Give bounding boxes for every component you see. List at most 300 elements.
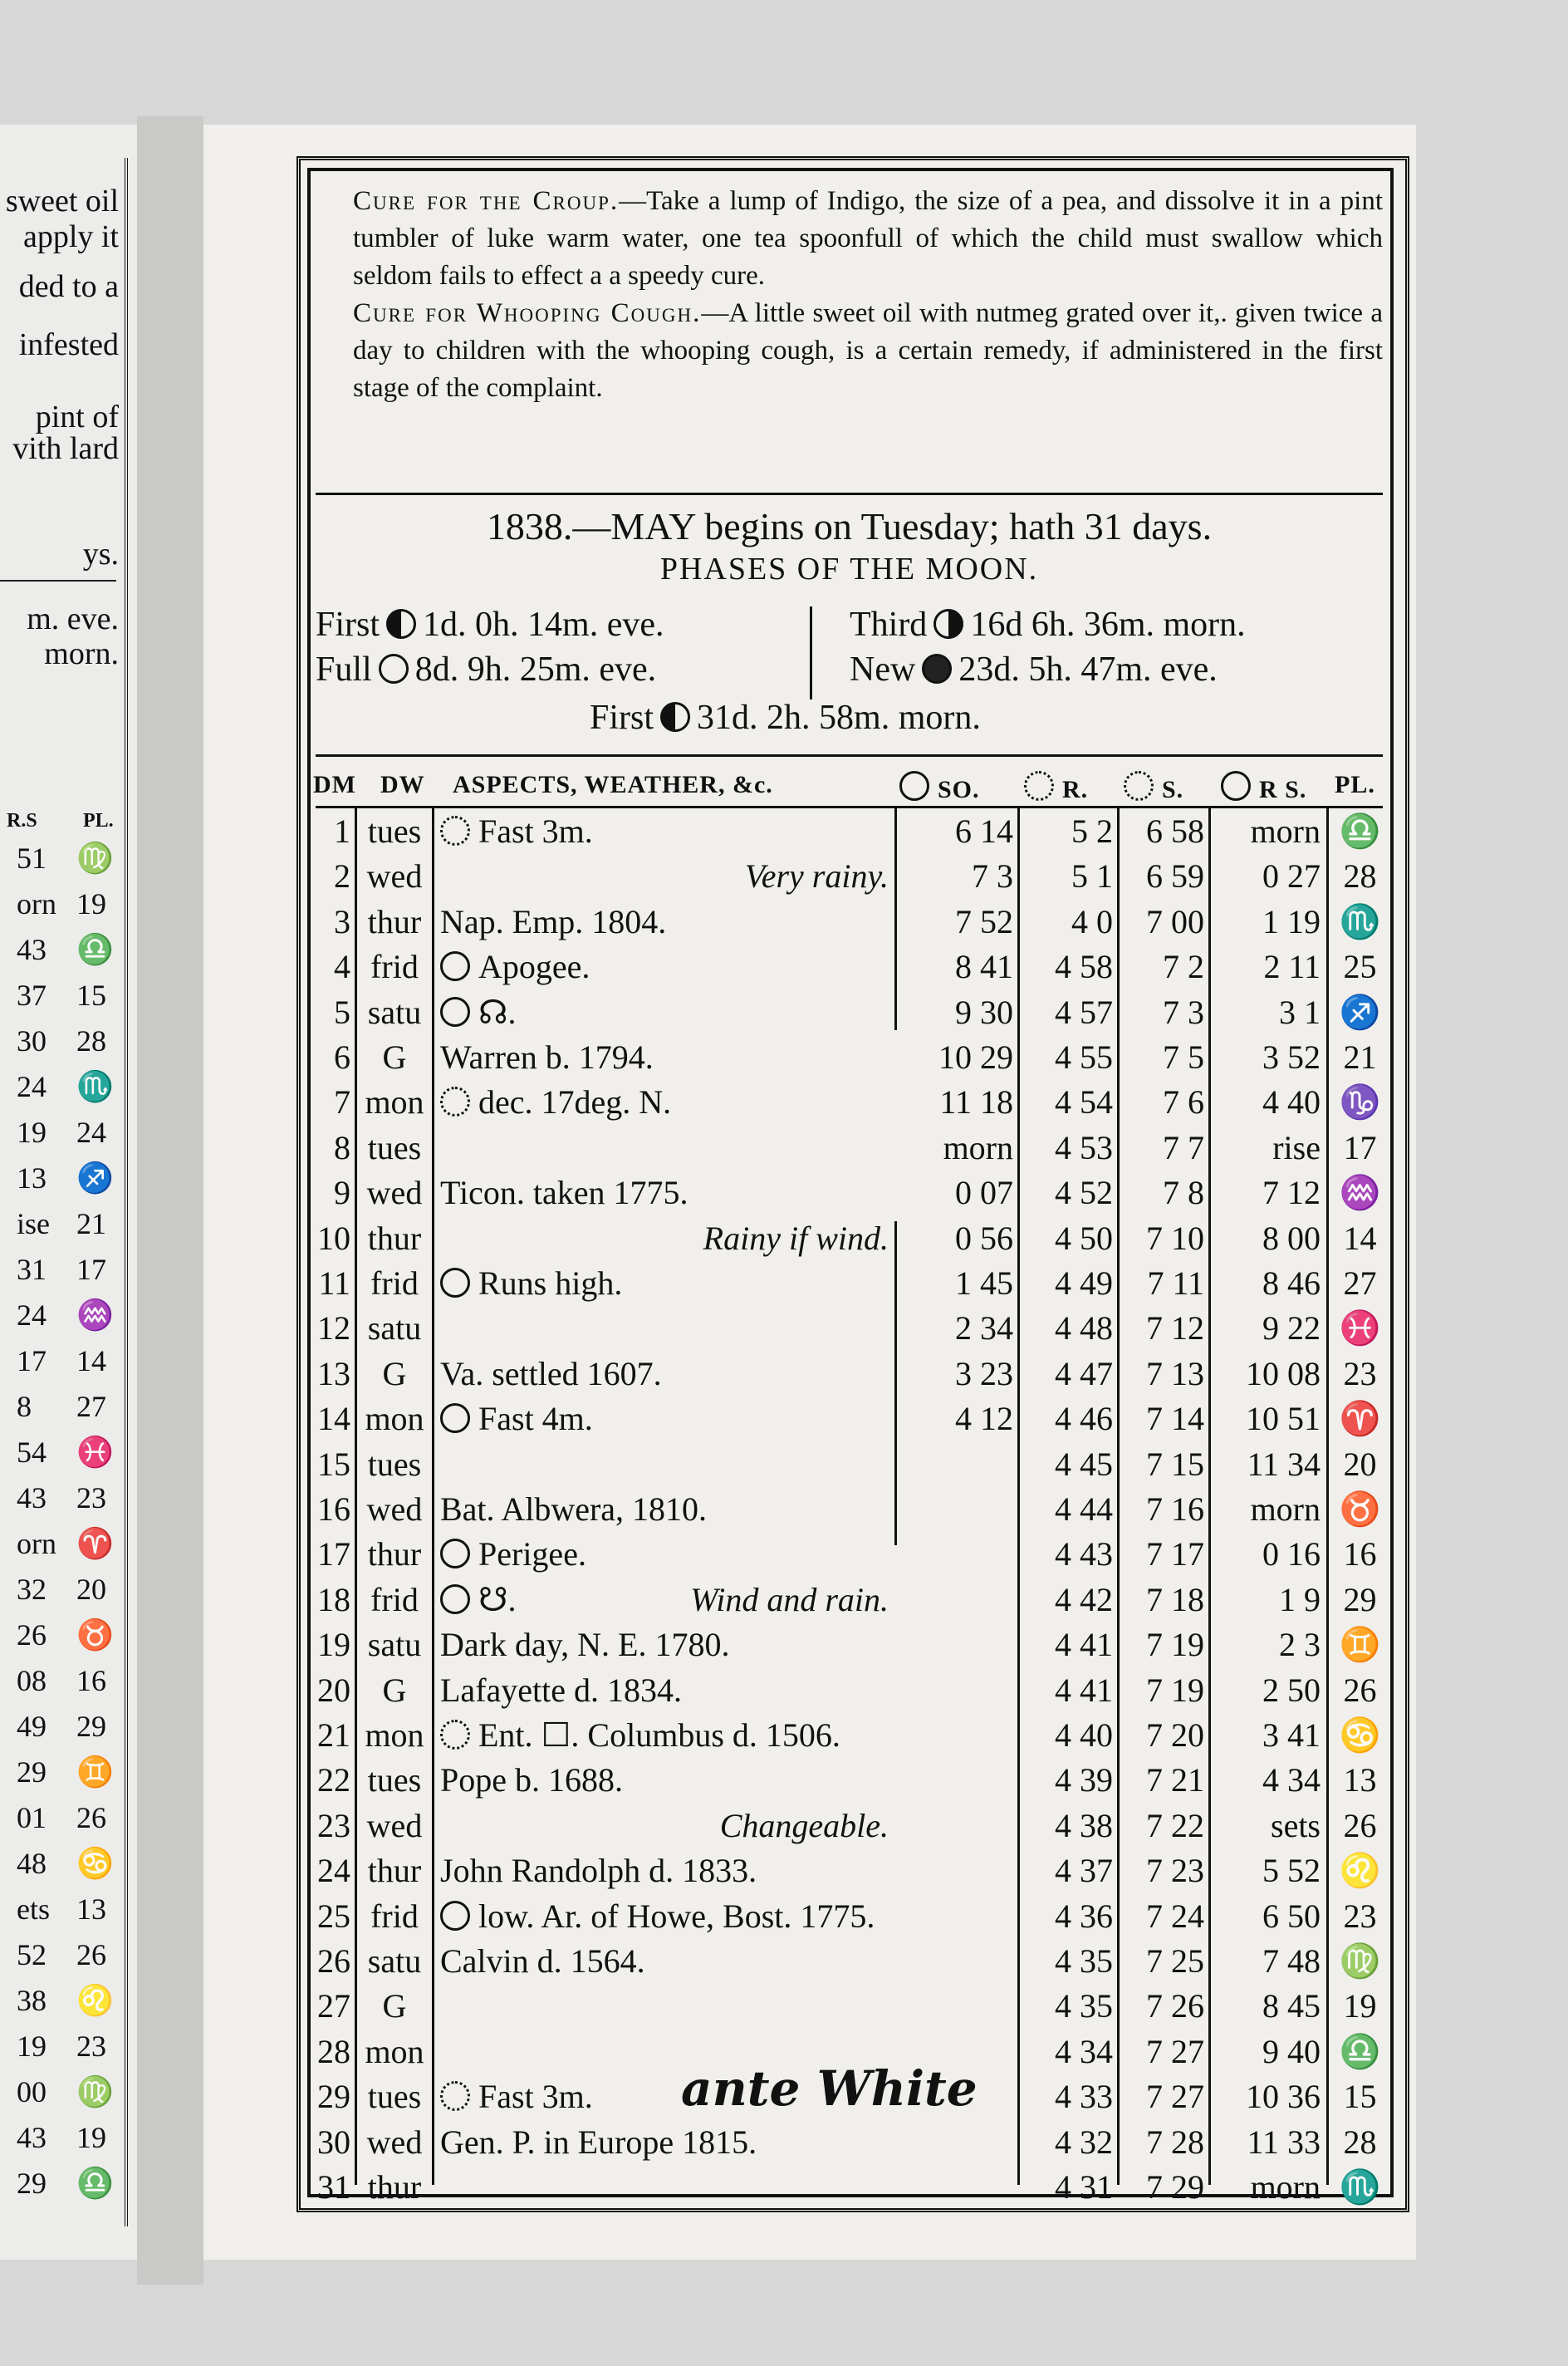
moon-rise-set: rise	[1272, 1128, 1321, 1166]
day-row	[203, 1215, 1416, 1260]
previous-page-cell: 54	[17, 1436, 47, 1469]
moon-place: ♋	[1339, 1716, 1381, 1754]
sunrise: 4 53	[1055, 1128, 1113, 1166]
previous-page-cell: 29	[17, 1755, 47, 1789]
moon-south: 1 45	[955, 1264, 1013, 1302]
day-of-week: tues	[367, 1445, 422, 1483]
aspect-cell	[440, 1399, 593, 1438]
day-of-week: frid	[370, 948, 419, 986]
moon-place: ♍	[1339, 1942, 1381, 1980]
col-header-sun-rise: R.	[1024, 771, 1088, 804]
previous-page-cell: 8	[17, 1390, 32, 1423]
moon-rise-set: 4 40	[1262, 1083, 1321, 1122]
aspect-cell	[440, 1082, 671, 1122]
day-of-week: tues	[367, 812, 422, 850]
aspect-cell	[440, 1173, 688, 1212]
aspect-cell	[440, 902, 666, 941]
previous-page-cell: 21	[76, 1207, 106, 1240]
moon-place: 26	[1343, 1671, 1377, 1709]
moon-place: ♑	[1339, 1083, 1381, 1122]
day-row	[203, 1305, 1416, 1350]
moon-rise-set: 7 12	[1262, 1174, 1321, 1212]
previous-page-cell: 29	[17, 2167, 47, 2200]
moon-icon	[440, 1403, 470, 1433]
previous-page-cell: ♓	[76, 1436, 114, 1469]
day-of-month: 2	[334, 857, 350, 896]
moon-rise-set: 2 11	[1263, 948, 1321, 986]
previous-page-cell: 24	[17, 1070, 47, 1103]
sunset: 7 13	[1146, 1354, 1204, 1392]
previous-page-cell: 13	[17, 1161, 47, 1195]
aspect-text: Pope b. 1688.	[440, 1761, 623, 1799]
previous-page-cell: 26	[76, 1938, 106, 1971]
day-of-month: 21	[317, 1716, 350, 1754]
moon-rise-set: morn	[1250, 1490, 1321, 1528]
sunset: 7 15	[1146, 1445, 1204, 1483]
day-row	[203, 1351, 1416, 1396]
moon-place: 16	[1343, 1535, 1377, 1573]
weather-note: Very rainy.	[744, 857, 889, 896]
day-of-month: 3	[334, 902, 350, 940]
previous-page-cell: 48	[17, 1847, 47, 1880]
previous-page-cell: 31	[17, 1253, 47, 1286]
day-of-week: mon	[365, 1716, 424, 1754]
moon-place: 27	[1343, 1264, 1377, 1302]
cough-title: Cure for Whooping Cough.	[353, 298, 702, 328]
aspect-text: Nap. Emp. 1804.	[440, 902, 667, 940]
aspect-text: Apogee.	[478, 948, 590, 986]
day-of-week: thur	[367, 1535, 422, 1573]
full-moon-icon	[379, 654, 409, 684]
day-of-month: 13	[317, 1354, 350, 1392]
day-row	[203, 1757, 1416, 1802]
moon-south: 11 18	[939, 1083, 1013, 1122]
aspect-cell	[440, 947, 590, 986]
previous-page-cell: 43	[17, 2121, 47, 2154]
day-of-week: thur	[367, 1219, 422, 1257]
aspect-cell	[440, 1038, 654, 1077]
sunrise: 4 31	[1055, 2168, 1113, 2206]
sunrise: 4 35	[1055, 1942, 1113, 1980]
moon-south: morn	[943, 1128, 1013, 1166]
day-of-month: 16	[317, 1490, 350, 1528]
day-of-week: frid	[370, 1580, 419, 1618]
cough-text: —A little sweet oil with nutmeg grated over it,. given twice a day to children with the whooping cough, is a certain remedy, if administered in the first stage of the complaint.	[353, 298, 1383, 403]
aspect-cell	[440, 1941, 645, 1981]
previous-page-cell: ♏	[76, 1070, 114, 1103]
day-of-month: 5	[334, 993, 350, 1031]
first-quarter-moon-icon	[386, 609, 416, 639]
col-header-moon-rs: R S.	[1221, 771, 1306, 804]
moon-place: 21	[1343, 1038, 1377, 1076]
sunset: 7 11	[1147, 1264, 1204, 1302]
aspect-cell	[440, 1897, 875, 1936]
aspect-cell	[440, 1716, 840, 1755]
sun-icon	[440, 2081, 470, 2111]
moon-place: ♊	[1339, 1626, 1381, 1664]
aspect-cell	[440, 1534, 586, 1573]
croup-text: —Take a lump of Indigo, the size of a pea, and dissolve it in a pint tumbler of luke warm water, one tea spoonfull of which the child must swallow which seldom fails to effect a a speedy cure.	[353, 186, 1383, 291]
moon-south: 6 14	[955, 812, 1013, 850]
sunset: 7 16	[1146, 1490, 1204, 1528]
table-top-rule	[316, 754, 1383, 757]
sunrise: 4 32	[1055, 2123, 1113, 2161]
almanac-page-may-1838	[203, 125, 1416, 2260]
croup-remedy	[316, 183, 1383, 295]
aspect-cell	[440, 2077, 593, 2116]
sun-icon	[440, 1720, 470, 1750]
moon-south: 8 41	[955, 948, 1013, 986]
phases-heading: PHASES OF THE MOON.	[659, 552, 1039, 587]
previous-page-cell: 00	[17, 2075, 47, 2108]
moon-south: 7 3	[972, 857, 1013, 896]
aspect-text: Gen. P. in Europe 1815.	[440, 2123, 757, 2161]
previous-page-cell: 17	[76, 1253, 106, 1286]
sunset: 7 24	[1146, 1897, 1204, 1935]
moon-place: 23	[1343, 1897, 1377, 1935]
day-row	[203, 1486, 1416, 1531]
aspect-text: Ticon. taken 1775.	[440, 1174, 688, 1212]
day-of-week: tues	[367, 1761, 422, 1799]
moon-rise-set: morn	[1250, 812, 1321, 850]
previous-page-cell: 24	[76, 1116, 106, 1149]
sun-rise-icon	[1024, 771, 1054, 801]
previous-page-cell: 27	[76, 1390, 106, 1423]
day-of-month: 29	[317, 2078, 350, 2116]
day-of-week: frid	[370, 1897, 419, 1935]
previous-page-cell: ♍	[76, 842, 114, 875]
sunset: 7 27	[1146, 2078, 1204, 2116]
moon-rise-set: 6 50	[1262, 1897, 1321, 1935]
sunrise: 4 40	[1055, 1716, 1113, 1754]
previous-page-text: pint of	[35, 400, 119, 434]
croup-title: Cure for the Croup.	[353, 186, 620, 216]
moon-south: 7 52	[955, 902, 1013, 940]
moon-rise-set-icon	[1221, 771, 1251, 801]
phase-first-label: First	[316, 606, 380, 644]
moon-place: 19	[1343, 1987, 1377, 2025]
day-of-month: 14	[317, 1400, 350, 1438]
previous-page-cell: 23	[76, 2030, 106, 2063]
aspect-cell	[440, 2123, 757, 2162]
aspect-text: Fast 3m.	[478, 2078, 593, 2116]
day-of-month: 15	[317, 1445, 350, 1483]
moon-south: 0 56	[955, 1219, 1013, 1257]
moon-place: 29	[1343, 1580, 1377, 1618]
aspect-cell	[440, 1760, 623, 1799]
previous-page-cell: 13	[76, 1892, 106, 1926]
previous-page-cell: ♐	[76, 1161, 114, 1195]
aspect-text: Fast 3m.	[478, 812, 593, 850]
previous-page-cell: ♌	[76, 1984, 114, 2017]
col-header-dw: DW	[380, 771, 425, 798]
sunset: 7 12	[1146, 1309, 1204, 1347]
day-of-week: G	[382, 1354, 407, 1392]
sunrise: 4 33	[1055, 2078, 1113, 2116]
previous-page-cell: ♎	[76, 2167, 114, 2200]
aspect-cell	[440, 1671, 682, 1710]
previous-page-cell: ets	[17, 1892, 50, 1926]
phase-full-label: Full	[316, 650, 372, 689]
phase-full-time: 8d. 9h. 25m. eve.	[414, 650, 657, 689]
sunset: 7 3	[1163, 993, 1204, 1031]
sun-icon	[440, 1087, 470, 1117]
previous-page-text: ys.	[82, 537, 119, 572]
previous-page-cell: ♈	[76, 1527, 114, 1560]
day-of-month: 23	[317, 1806, 350, 1844]
moon-rise-set: 1 19	[1262, 902, 1321, 940]
moon-place: ♓	[1339, 1309, 1381, 1347]
moon-place: ♌	[1339, 1852, 1381, 1890]
third-quarter-moon-icon	[933, 609, 963, 639]
previous-page-text: apply it	[22, 219, 119, 254]
phases-divider	[810, 606, 812, 699]
moon-place: ♉	[1339, 1490, 1381, 1528]
aspect-text: Calvin d. 1564.	[440, 1942, 645, 1980]
sunrise: 4 57	[1055, 993, 1113, 1031]
moon-place: 17	[1343, 1128, 1377, 1166]
moon-rise-set: 3 52	[1262, 1038, 1321, 1076]
phase-first-time: 1d. 0h. 14m. eve.	[423, 606, 664, 644]
sunrise: 4 54	[1055, 1083, 1113, 1122]
sunrise: 4 35	[1055, 1987, 1113, 2025]
moon-rise-set: 11 34	[1247, 1445, 1321, 1483]
phase-new-time: 23d. 5h. 47m. eve.	[958, 650, 1218, 689]
moon-rise-set: 7 48	[1262, 1942, 1321, 1980]
previous-page-text: m. eve.	[27, 601, 119, 636]
previous-page-cell: 28	[76, 1024, 106, 1058]
sun-set-icon	[1124, 771, 1154, 801]
previous-page-cell: 19	[76, 2121, 106, 2154]
sunrise: 4 44	[1055, 1490, 1113, 1528]
previous-page-pl-header: PL.	[83, 810, 114, 832]
new-moon-icon	[922, 654, 952, 684]
divider-rule	[316, 493, 1383, 495]
previous-page-cell: ♋	[76, 1847, 114, 1880]
day-row	[203, 1712, 1416, 1757]
phase-first2-label: First	[590, 699, 654, 737]
aspect-cell	[440, 1354, 662, 1393]
aspect-cell	[440, 812, 593, 851]
phase-new-label: New	[850, 650, 916, 689]
moon-south: 2 34	[955, 1309, 1013, 1347]
moon-rise-set: 4 34	[1262, 1761, 1321, 1799]
sunrise: 5 1	[1071, 857, 1113, 896]
sunrise: 4 50	[1055, 1219, 1113, 1257]
moon-icon	[440, 1268, 470, 1298]
day-row	[203, 1396, 1416, 1441]
sunset: 6 58	[1146, 812, 1204, 850]
moon-rise-set: 3 41	[1262, 1716, 1321, 1754]
moon-place: ♐	[1339, 993, 1381, 1031]
day-of-week: thur	[367, 1852, 422, 1890]
phase-full-moon	[316, 650, 656, 690]
previous-page-cell: 29	[76, 1710, 106, 1743]
day-of-month: 11	[318, 1264, 350, 1302]
previous-page-cell: 19	[17, 2030, 47, 2063]
moon-icon	[440, 1539, 470, 1568]
sunrise: 4 43	[1055, 1535, 1113, 1573]
day-of-week: satu	[367, 1942, 422, 1980]
day-row	[203, 1260, 1416, 1305]
day-of-month: 18	[317, 1580, 350, 1618]
day-row	[203, 944, 1416, 989]
aspect-text: Runs high.	[478, 1264, 623, 1302]
sunset: 7 26	[1146, 1987, 1204, 2025]
previous-page-cell: ♉	[76, 1618, 114, 1652]
moon-place: 28	[1343, 2123, 1377, 2161]
day-of-month: 26	[317, 1942, 350, 1980]
moon-rise-set: 9 40	[1262, 2032, 1321, 2070]
previous-page-cell: ♎	[76, 933, 114, 966]
aspect-cell	[440, 1851, 757, 1890]
previous-page-cell: 14	[76, 1344, 106, 1377]
aspect-text: Bat. Albwera, 1810.	[440, 1490, 708, 1528]
day-of-month: 20	[317, 1671, 350, 1709]
sunrise: 4 45	[1055, 1445, 1113, 1483]
moon-place: ♒	[1339, 1174, 1381, 1212]
day-of-month: 31	[317, 2168, 350, 2206]
phase-new-moon	[850, 650, 1218, 690]
previous-page-cell: 32	[17, 1573, 47, 1606]
sunrise: 4 58	[1055, 948, 1113, 986]
sunrise: 4 48	[1055, 1309, 1113, 1347]
day-of-week: mon	[365, 1400, 424, 1438]
phase-first2-time: 31d. 2h. 58m. morn.	[697, 699, 981, 737]
day-of-month: 9	[334, 1174, 350, 1212]
day-of-week: tues	[367, 1128, 422, 1166]
moon-icon	[440, 1584, 470, 1614]
sunset: 7 20	[1146, 1716, 1204, 1754]
day-row	[203, 1622, 1416, 1667]
moon-rise-set: 10 08	[1246, 1354, 1321, 1392]
previous-page-cell: 17	[17, 1344, 47, 1377]
moon-place: 23	[1343, 1354, 1377, 1392]
day-of-week: wed	[366, 857, 423, 896]
previous-page-fragment	[0, 125, 140, 2260]
sunrise: 4 41	[1055, 1671, 1113, 1709]
previous-page-cell: ise	[17, 1207, 50, 1240]
day-of-month: 24	[317, 1852, 350, 1890]
previous-page-text: morn.	[44, 636, 119, 671]
previous-page-text: sweet oil	[5, 184, 119, 218]
month-heading: 1838.—MAY begins on Tuesday; hath 31 days.	[486, 505, 1213, 547]
sunset: 7 7	[1163, 1128, 1204, 1166]
moon-rise-set: 8 45	[1262, 1987, 1321, 2025]
day-of-week: mon	[365, 2032, 424, 2070]
sunset: 7 10	[1146, 1219, 1204, 1257]
sunrise: 4 38	[1055, 1806, 1113, 1844]
moon-rise-set: 1 9	[1279, 1580, 1321, 1618]
day-row	[203, 1531, 1416, 1576]
moon-south: 10 29	[938, 1038, 1013, 1076]
col-header-aspects: ASPECTS, WEATHER, &c.	[453, 771, 773, 798]
day-row	[203, 1170, 1416, 1215]
sunrise: 4 47	[1055, 1354, 1113, 1392]
sunset: 7 2	[1163, 948, 1204, 986]
sunrise: 4 46	[1055, 1400, 1113, 1438]
sunset: 7 5	[1163, 1038, 1204, 1076]
moon-rise-set: morn	[1250, 2168, 1321, 2206]
previous-page-cell: 23	[76, 1481, 106, 1514]
day-of-week: satu	[367, 993, 422, 1031]
moon-rise-set: 2 3	[1279, 1626, 1321, 1664]
previous-page-cell: 26	[17, 1618, 47, 1652]
phase-third-time: 16d 6h. 36m. morn.	[970, 606, 1246, 644]
aspect-cell	[440, 1264, 622, 1303]
previous-page-cell: 15	[76, 979, 106, 1012]
day-of-month: 27	[317, 1987, 350, 2025]
moon-rise-set: 3 1	[1279, 993, 1321, 1031]
moon-rise-set: 9 22	[1262, 1309, 1321, 1347]
day-row	[203, 1803, 1416, 1848]
phase-third-label: Third	[850, 606, 928, 644]
day-of-month: 19	[317, 1626, 350, 1664]
aspect-text: Perigee.	[478, 1535, 586, 1573]
day-of-week: frid	[370, 1264, 419, 1302]
day-of-week: wed	[366, 2123, 423, 2161]
previous-page-cell: 19	[17, 1116, 47, 1149]
day-row	[203, 1893, 1416, 1938]
aspect-text: John Randolph d. 1833.	[440, 1852, 757, 1890]
day-of-month: 7	[334, 1083, 350, 1122]
sunrise: 4 52	[1055, 1174, 1113, 1212]
previous-page-text: vith lard	[12, 431, 119, 466]
day-row	[203, 1983, 1416, 2028]
sunset: 7 19	[1146, 1626, 1204, 1664]
previous-page-cell: ♍	[76, 2075, 114, 2108]
sunset: 6 59	[1146, 857, 1204, 896]
day-of-week: wed	[366, 1490, 423, 1528]
aspect-cell	[440, 993, 517, 1032]
previous-page-cell: 38	[17, 1984, 47, 2017]
moon-south: 9 30	[955, 993, 1013, 1031]
previous-page-text: ded to a	[18, 269, 119, 304]
previous-page-cell: ♊	[76, 1755, 114, 1789]
day-of-week: wed	[366, 1174, 423, 1212]
first-quarter-moon-icon-2	[660, 702, 690, 732]
day-of-month: 22	[317, 1761, 350, 1799]
day-row	[203, 1034, 1416, 1079]
day-of-month: 17	[317, 1535, 350, 1573]
previous-page-text: infested	[18, 327, 119, 362]
day-of-week: satu	[367, 1626, 422, 1664]
sunrise: 4 42	[1055, 1580, 1113, 1618]
previous-page-cell: 30	[17, 1024, 47, 1058]
moon-place: 13	[1343, 1761, 1377, 1799]
moon-south: 4 12	[955, 1400, 1013, 1438]
day-row	[203, 899, 1416, 944]
col-header-pl: PL.	[1335, 771, 1375, 798]
day-row	[203, 1441, 1416, 1486]
weather-note: Wind and rain.	[690, 1580, 889, 1618]
moon-rise-set: 10 36	[1246, 2078, 1321, 2116]
sunset: 7 22	[1146, 1806, 1204, 1844]
sunset: 7 21	[1146, 1761, 1204, 1799]
moon-rise-set: 0 16	[1262, 1535, 1321, 1573]
aspect-text: Dark day, N. E. 1780.	[440, 1626, 730, 1664]
sunrise: 4 49	[1055, 1264, 1113, 1302]
sunrise: 5 2	[1071, 812, 1113, 850]
day-row	[203, 989, 1416, 1034]
sun-icon	[440, 816, 470, 846]
previous-page-cell: 16	[76, 1664, 106, 1697]
day-row	[203, 1577, 1416, 1622]
moon-place: ♈	[1339, 1400, 1381, 1438]
day-row	[203, 2119, 1416, 2164]
phase-first-quarter	[316, 605, 664, 645]
sunset: 7 14	[1146, 1400, 1204, 1438]
